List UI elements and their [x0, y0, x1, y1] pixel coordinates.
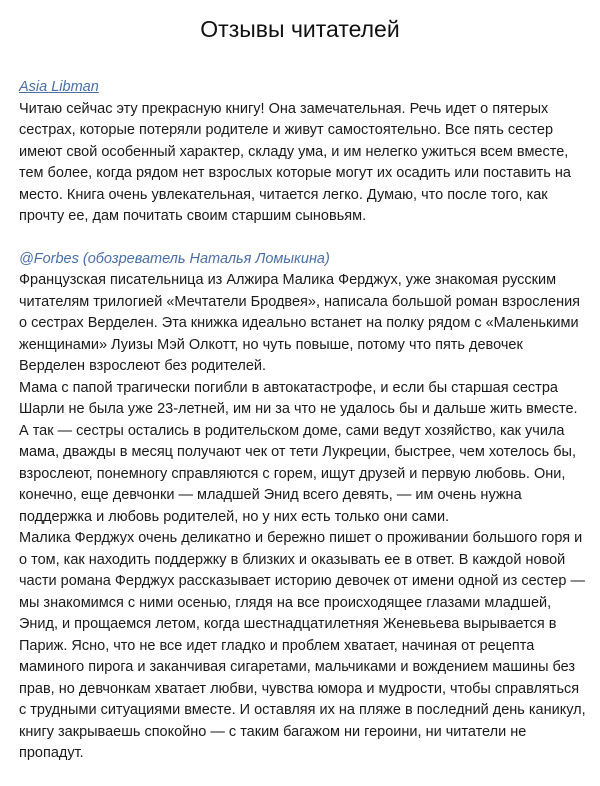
- review-item: [19, 249, 587, 765]
- review-text: Французская писательница из Алжира Малика Ферджух, уже знакомая русским читателям трилогией «Мечтатели Бродвея», написала большой роман взросления о сестрах Верделен. Эта книжка идеально встанет на полку рядом с «Маленькими женщинами» Луизы Мэй Олкотт, но чуть повыше, потому что пять девочек Верделен взрослеют без родителей.: [19, 272, 581, 374]
- review-author-link[interactable]: Asia Libman: [19, 79, 99, 95]
- page-title: Отзывы читателей: [200, 16, 400, 42]
- review-text: Мама с папой трагически погибли в автокатастрофе, и если бы старшая сестра Шарли не была уже 23-летней, им ни за что не удалось бы и дальше жить вместе. А так — сестры остались в родительском доме, сами ведут хозяйство, как учила мама, дважды в месяц получают чек от тети Лукреции, быстрее, чем хотелось бы, взрослеют, понемногу справляются с горем, ищут друзей и первую любовь. Они, конечно, еще девчонки — младшей Энид всего девять, — им очень нужна поддержка и любовь родителей, но у них есть только они сами.: [19, 379, 578, 525]
- review-text: Читаю сейчас эту прекрасную книгу! Она замечательная. Речь идет о пятерых сестрах, которые потеряли родителе и живут самостоятельно. Все пять сестер имеют свой особенный характер, складу ума, и им нелегко ужиться всем вместе, тем более, когда рядом нет взрослых которые могут их осадить или поставить на место. Книга очень увлекательная, читается легко. Думаю, что после того, как прочту ее, дам почитать своим старшим сыновьям.: [19, 100, 571, 224]
- review-item: [19, 77, 587, 228]
- review-text: Малика Ферджух очень деликатно и бережно пишет о проживании большого горя и о том, как находить поддержку в близких и оказывать ее в ответ. В каждой новой части романа Ферджух рассказывает историю девочек от имени одной из сестер — мы знакомимся с ними осенью, глядя на все происходящее глазами младшей, Энид, и прощаемся летом, когда шестнадцатилетняя Женевьева вырывается в Париж. Ясно, что не все идет гладко и проблем хватает, начиная от рецепта маминого пирога и заканчивая сигаретами, мальчиками и вождением машины без прав, но девчонкам хватает любви, чувства юмора и мудрости, чтобы справляться с трудными ситуациями вместе. И оставляя их на пляже в последний день каникул, книгу закрываешь спокойно — с таким багажом ни героини, ни читатели не пропадут.: [19, 530, 586, 761]
- reviews-list: [19, 77, 587, 786]
- review-author: @Forbes (обозреватель Наталья Ломыкина): [19, 250, 330, 267]
